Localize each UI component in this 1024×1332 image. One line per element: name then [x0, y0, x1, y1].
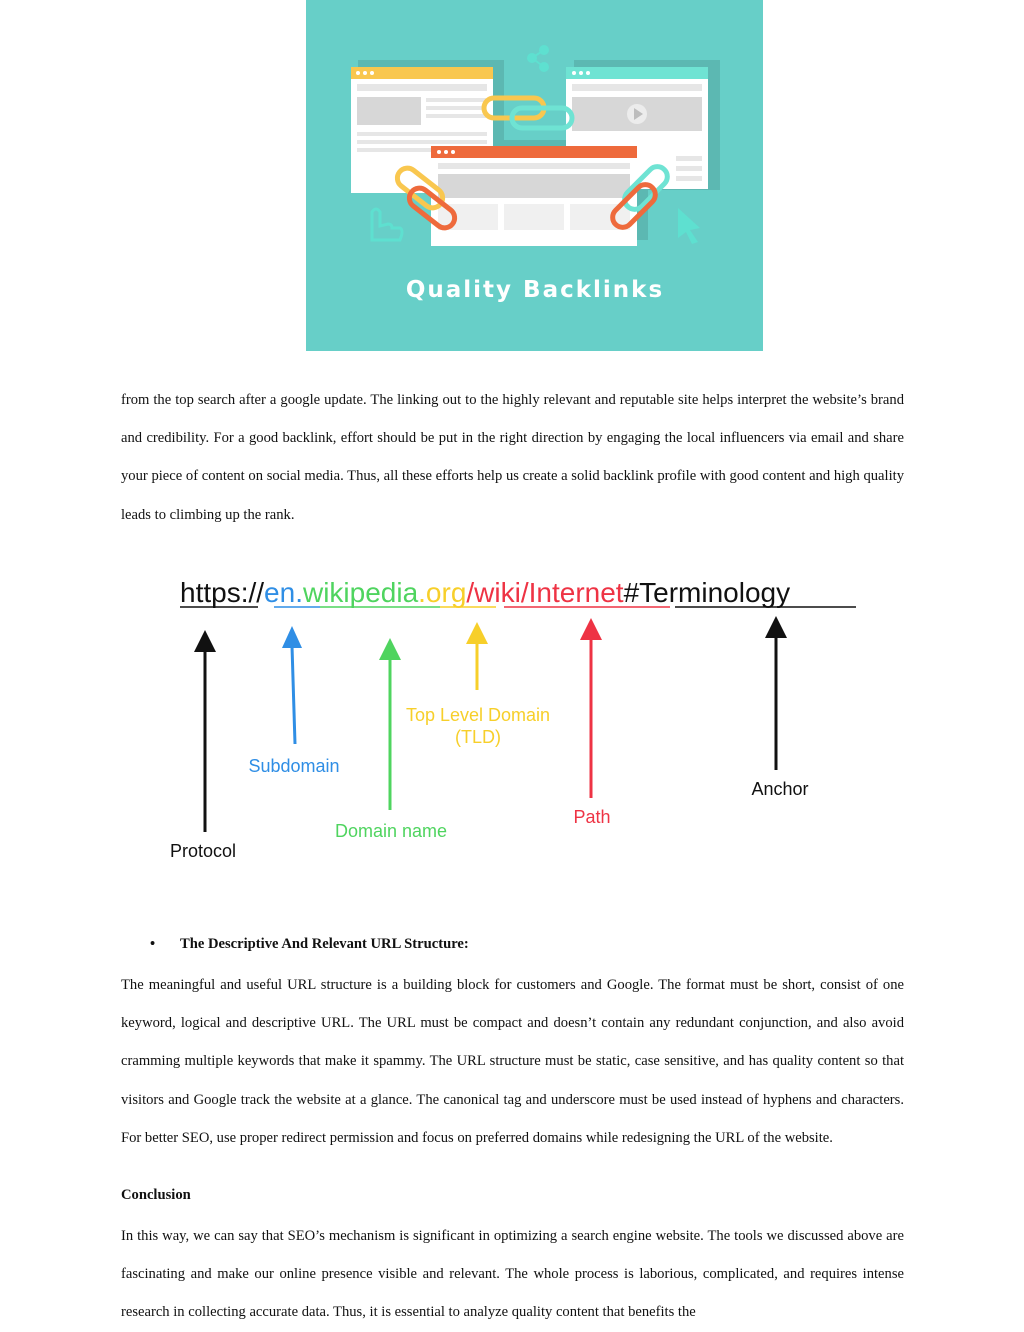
url-structure-paragraph: The meaningful and useful URL structure is a building block for customers and Google. The format must be short, consist of one keyword, logical and descriptive URL. The URL must be compact and doesn’t contain any redundant conjunction, and also avoid cramming multiple keywords that make it spammy. The URL structure must be static, case sensitive, and has quality content so that visitors and Google track the website at a glance. The canonical tag and underscore must be used instead of hyphens and characters. For better SEO, use proper redirect permission and focus on preferred domains while redesigning the URL of the website.: [121, 977, 904, 1146]
intro-paragraph: from the top search after a google update. The linking out to the highly relevant and reputable site helps interpret the website’s brand and credibility. For a good backlink, effort should be put in the right direction by engaging the local influencers via email and share your piece of content on social media. Thus, all these efforts help us create a solid backlink profile with good content and high quality leads to climbing up the rank.: [121, 392, 904, 523]
url-path: /wiki/Internet: [466, 577, 624, 608]
url-subdomain: en.: [264, 577, 303, 608]
domain-arrowhead: [379, 638, 401, 660]
path-arrowhead: [580, 618, 602, 640]
url-domain: wikipedia: [302, 577, 419, 608]
url-structure-bullet: [150, 936, 469, 953]
tld-arrowhead: [466, 622, 488, 644]
protocol-label: Protocol: [169, 841, 237, 861]
subdomain-label: Subdomain: [248, 756, 340, 776]
url-structure-diagram: [150, 562, 890, 882]
url-anchor: #Terminology: [623, 577, 791, 608]
quality-backlinks-illustration: [306, 0, 763, 351]
path-label: Path: [573, 807, 611, 827]
domain-label: Domain name: [334, 821, 448, 841]
conclusion-heading: Conclusion: [121, 1187, 191, 1203]
tld-label-line1: Top Level Domain: [405, 705, 551, 725]
conclusion-paragraph: In this way, we can say that SEO’s mechanism is significant in optimizing a search engine website. The tools we discussed above are fascinating and make our online presence visible and relevant. The whole process is laborious, complicated, and requires intense research in collecting accurate data. Thus, it is essential to analyze quality content that benefits the: [121, 1228, 904, 1321]
url-tld: .org: [418, 577, 467, 608]
hero-title: Quality Backlinks: [405, 277, 665, 303]
tld-label-line2: (TLD): [455, 727, 501, 747]
url-protocol: https://: [180, 577, 265, 608]
anchor-label: Anchor: [751, 779, 809, 799]
subdomain-arrow: [292, 646, 295, 744]
subdomain-arrowhead: [282, 626, 302, 648]
bullet-heading: The Descriptive And Relevant URL Structure:: [180, 936, 469, 952]
bullet-dot-icon: •: [150, 936, 156, 952]
url-text: [180, 577, 790, 608]
anchor-arrowhead: [765, 616, 787, 638]
protocol-arrowhead: [194, 630, 216, 652]
browser-window-center-icon: [431, 146, 637, 246]
